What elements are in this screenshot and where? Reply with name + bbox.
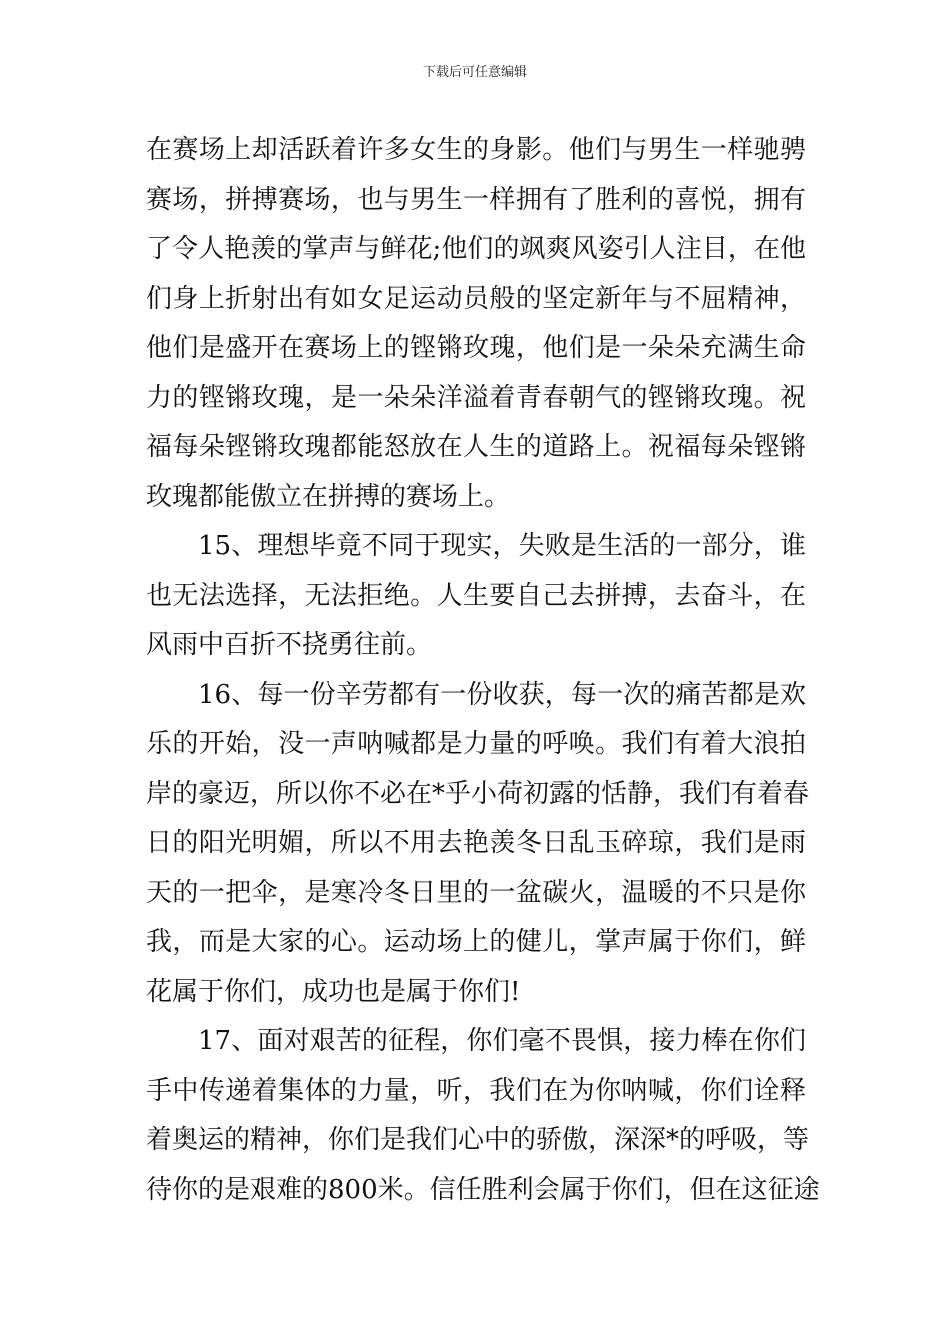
text-line: 16、每一份辛劳都有一份收获，每一次的痛苦都是欢 (198, 679, 806, 710)
text-line: 待你的是艰难的800米。信任胜利会属于你们，但在这征途 (146, 1174, 820, 1205)
text-line: 玫瑰都能傲立在拼搏的赛场上。 (146, 481, 511, 512)
text-line: 风雨中百折不挠勇往前。 (146, 630, 433, 660)
page-header: 下载后可任意编辑 (422, 65, 527, 80)
text-line: 手中传递着集体的力量，听，我们在为你呐喊，你们诠释 (146, 1075, 806, 1106)
text-line: 也无法选择，无法拒绝。人生要自己去拼搏，去奋斗，在 (146, 580, 806, 611)
body-text (146, 126, 820, 1215)
text-line: 福每朵铿锵玫瑰都能怒放在人生的道路上。祝福每朵铿锵 (146, 432, 806, 462)
text-line: 乐的开始，没一声呐喊都是力量的呼唤。我们有着大浪拍 (146, 729, 806, 759)
text-line: 17、面对艰苦的征程，你们毫不畏惧，接力棒在你们 (198, 1026, 806, 1056)
text-line: 在赛场上却活跃着许多女生的身影。他们与男生一样驰骋 (146, 135, 806, 165)
text-line: 了令人艳羡的掌声与鲜花;他们的飒爽风姿引人注目，在他 (146, 234, 806, 264)
text-line: 着奥运的精神，你们是我们心中的骄傲，深深*的呼吸，等 (146, 1125, 810, 1155)
text-line: 花属于你们，成功也是属于你们! (146, 976, 521, 1007)
text-line: 岸的豪迈，所以你不必在*乎小荷初露的恬静，我们有着春 (146, 778, 810, 809)
text-line: 我，而是大家的心。运动场上的健儿，掌声属于你们，鲜 (146, 927, 806, 957)
text-line: 天的一把伞，是寒冷冬日里的一盆碳火，温暖的不只是你 (146, 877, 806, 908)
text-line: 赛场，拼搏赛场，也与男生一样拥有了胜利的喜悦，拥有 (146, 184, 806, 215)
text-line: 他们是盛开在赛场上的铿锵玫瑰，他们是一朵朵充满生命 (146, 333, 806, 363)
text-line: 们身上折射出有如女足运动员般的坚定新年与不屈精神， (146, 283, 806, 314)
text-line: 15、理想毕竟不同于现实，失败是生活的一部分，谁 (198, 531, 806, 561)
text-line: 日的阳光明媚，所以不用去艳羡冬日乱玉碎琼，我们是雨 (146, 828, 806, 858)
text-line: 力的铿锵玫瑰，是一朵朵洋溢着青春朝气的铿锵玫瑰。祝 (146, 382, 806, 413)
